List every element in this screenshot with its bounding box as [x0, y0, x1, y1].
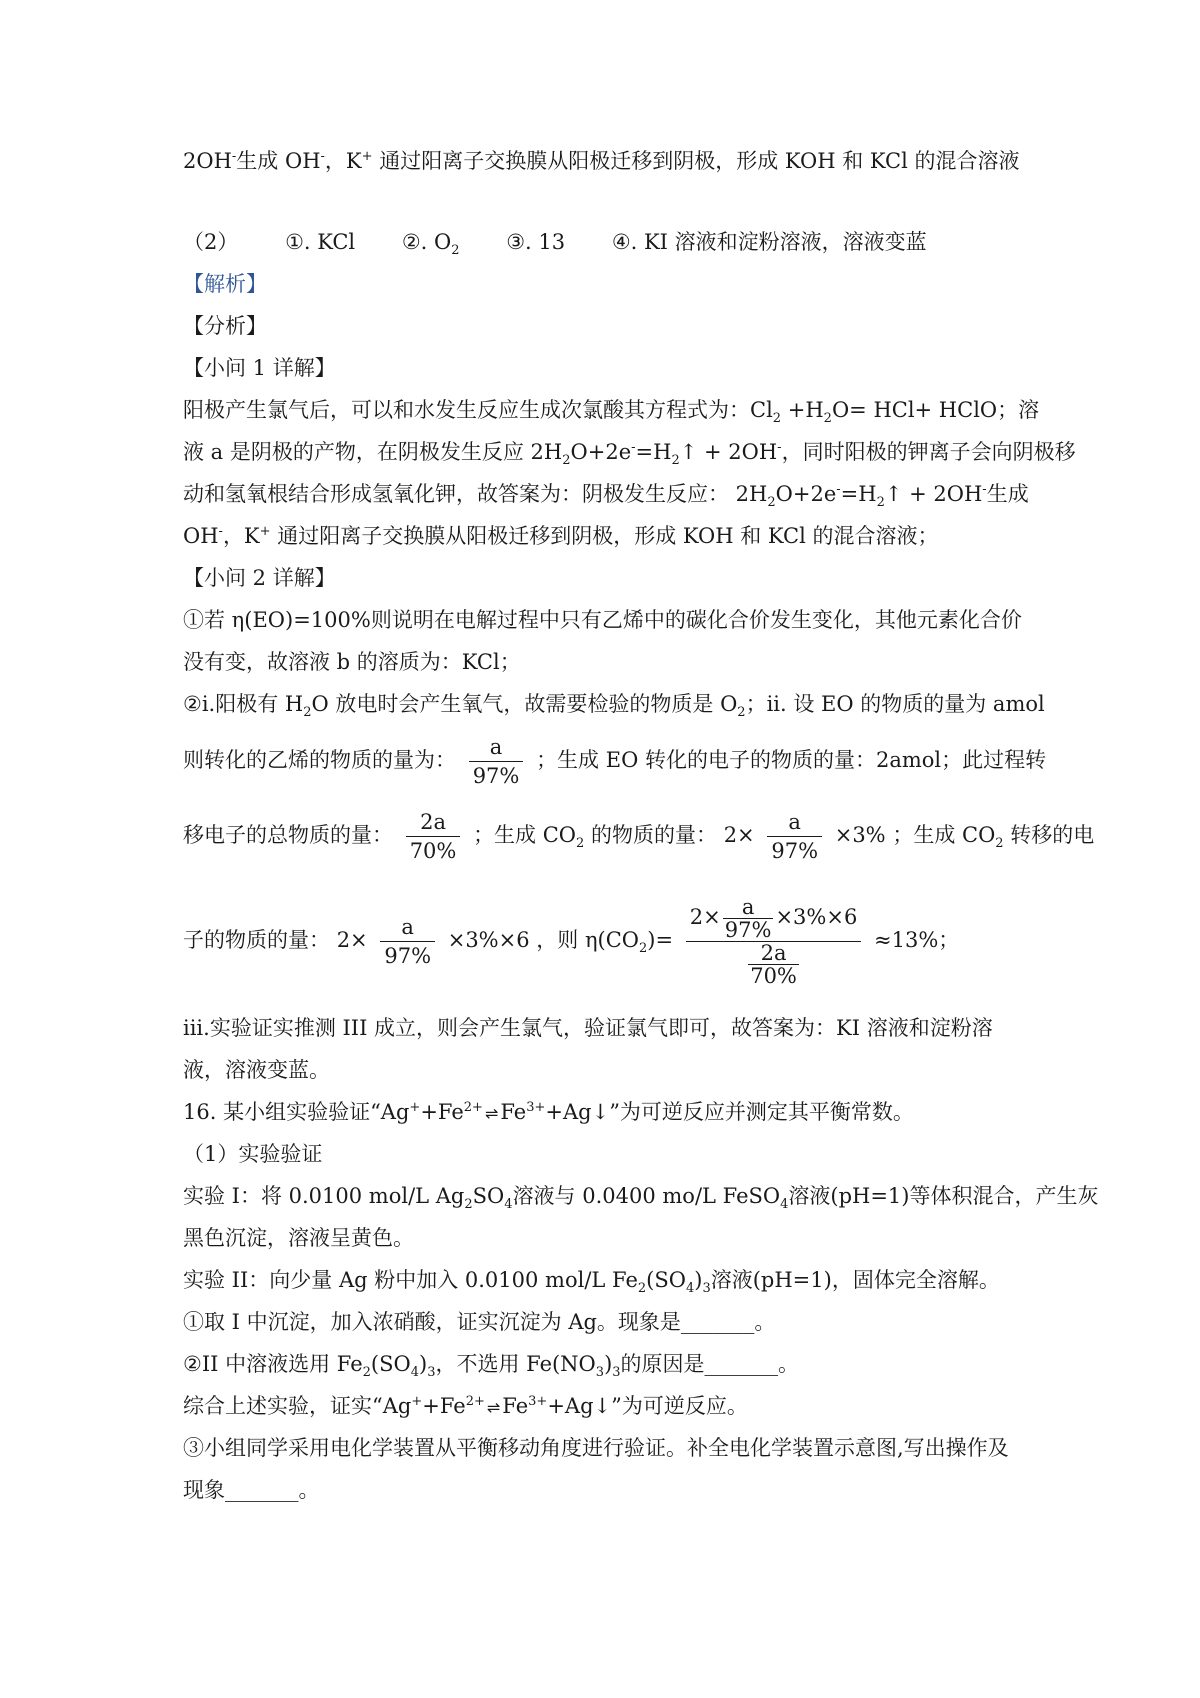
- section-heading-q1: 【小问 1 详解】: [183, 356, 336, 380]
- question-16: 16. 某小组实验验证“$Ag^++Fe^{2+}$ $\rightleftharpoons Fe^{3+}+Ag↓$”为可逆反应并测定其平衡常数。: [183, 1097, 914, 1129]
- section-heading-q2: 【小问 2 详解】: [183, 566, 336, 590]
- section-heading-jiexi: 【解析】: [183, 272, 267, 296]
- text-line: ②i.阳极有 $H_2O$ 放电时会产生氧气，故需要检验的物质是 $O_2$；ii. 设 EO 的物质的量为 amol: [183, 692, 1045, 721]
- text-line: ②II 中溶液选用 $Fe_2(SO_4)_3$，不选用 $Fe(NO_3)_3$的原因是_______。: [183, 1352, 800, 1381]
- text-line: （1）实验验证: [183, 1142, 323, 1166]
- text-line: ①取 I 中沉淀，加入浓硝酸，证实沉淀为 Ag。现象是_______。: [183, 1310, 776, 1334]
- complex-fraction: 2× $\frac{a}{97\%}$ ×3%×6 $\frac{2a}{70\%}$: [686, 896, 862, 987]
- text-line: 现象_______。: [183, 1478, 320, 1502]
- equilibrium-arrow-icon: ⇌: [484, 1103, 499, 1123]
- text-line: 阳极产生氯气后，可以和水发生反应生成次氯酸其方程式为：$Cl_2 +H_2O= HCl+$ HClO；溶: [183, 398, 1040, 427]
- section-heading-fenxi: 【分析】: [183, 314, 267, 338]
- fraction: $\frac{a}{97\%}$: [469, 733, 524, 790]
- text-line: 液 a 是阴极的产物，在阴极发生反应 $2H_2O+2e^-=H_2↑ + 2OH^-$，同时阳极的钾离子会向阴极移: [183, 440, 1076, 469]
- text-line: 没有变，故溶液 b 的溶质为：KCl；: [183, 650, 521, 674]
- fraction: $\frac{a}{97\%}$: [380, 913, 435, 970]
- text-line: 实验 I：将 0.0100 mol/L $Ag_2SO_4$溶液与 0.0400 mo/L FeSO$_4$溶液(pH=1)等体积混合，产生灰: [183, 1184, 1099, 1213]
- text-line: 黑色沉淀，溶液呈黄色。: [183, 1226, 414, 1250]
- fraction: $\frac{a}{97\%}$: [767, 808, 822, 865]
- formula-line: 则转化的乙烯的物质的量为： $\frac{a}{97\%}$ ；生成 EO 转化的电子的物质的量：2amol；此过程转: [183, 735, 1047, 788]
- text-line: 综合上述实验，证实“$Ag^++Fe^{2+}$ $\rightleftharpoons Fe^{3+}+Ag↓$”为可逆反应。: [183, 1391, 748, 1423]
- text-line: ①若 η(EO)=100%则说明在电解过程中只有乙烯中的碳化合价发生变化，其他元素化合价: [183, 608, 1022, 632]
- text-line: 液，溶液变蓝。: [183, 1058, 330, 1082]
- equilibrium-arrow-icon: ⇌: [486, 1397, 501, 1417]
- formula-line: 移电子的总物质的量： $\frac{2a}{70\%}$ ；生成 $CO_2$ 的物质的量： 2× $\frac{a}{97\%}$ ×3% ；生成 $CO_2$ 转移的电: [183, 810, 1095, 863]
- text-line: 实验 II：向少量 Ag 粉中加入 0.0100 mol/L $Fe_2(SO_4)_3$溶液(pH=1)，固体完全溶解。: [183, 1268, 1000, 1297]
- formula-line: 子的物质的量： 2× $\frac{a}{97\%}$ ×3%×6 ，则 $\eta(CO_2)=$ 2× $\frac{a}{97\%}$ ×3%×6 $\frac{2a}{70\%}$ ≈13%；: [183, 895, 960, 988]
- fraction: $\frac{2a}{70\%}$: [406, 808, 461, 865]
- text-line: ③小组同学采用电化学装置从平衡移动角度进行验证。补全电化学装置示意图,写出操作及: [183, 1436, 1009, 1460]
- text-line: 2OH-生成 OH-，K+ 通过阳离子交换膜从阳极迁移到阴极，形成 KOH 和 KCl 的混合溶液: [183, 149, 1020, 173]
- text-line: 动和氢氧根结合形成氢氧化钾，故答案为：阴极发生反应： $2H_2O+2e^-=H_2↑ + 2OH^-$生成: [183, 482, 1029, 511]
- text-line: iii.实验证实推测 III 成立，则会产生氯气，验证氯气即可，故答案为：KI 溶液和淀粉溶: [183, 1016, 993, 1040]
- answer-line: （2） ①. KCl ②. $O_2$ ③. 13 ④. KI 溶液和淀粉溶液，溶液变蓝: [183, 230, 927, 259]
- text-line: OH-，K+ 通过阳离子交换膜从阳极迁移到阴极，形成 KOH 和 KCl 的混合溶液；: [183, 524, 939, 548]
